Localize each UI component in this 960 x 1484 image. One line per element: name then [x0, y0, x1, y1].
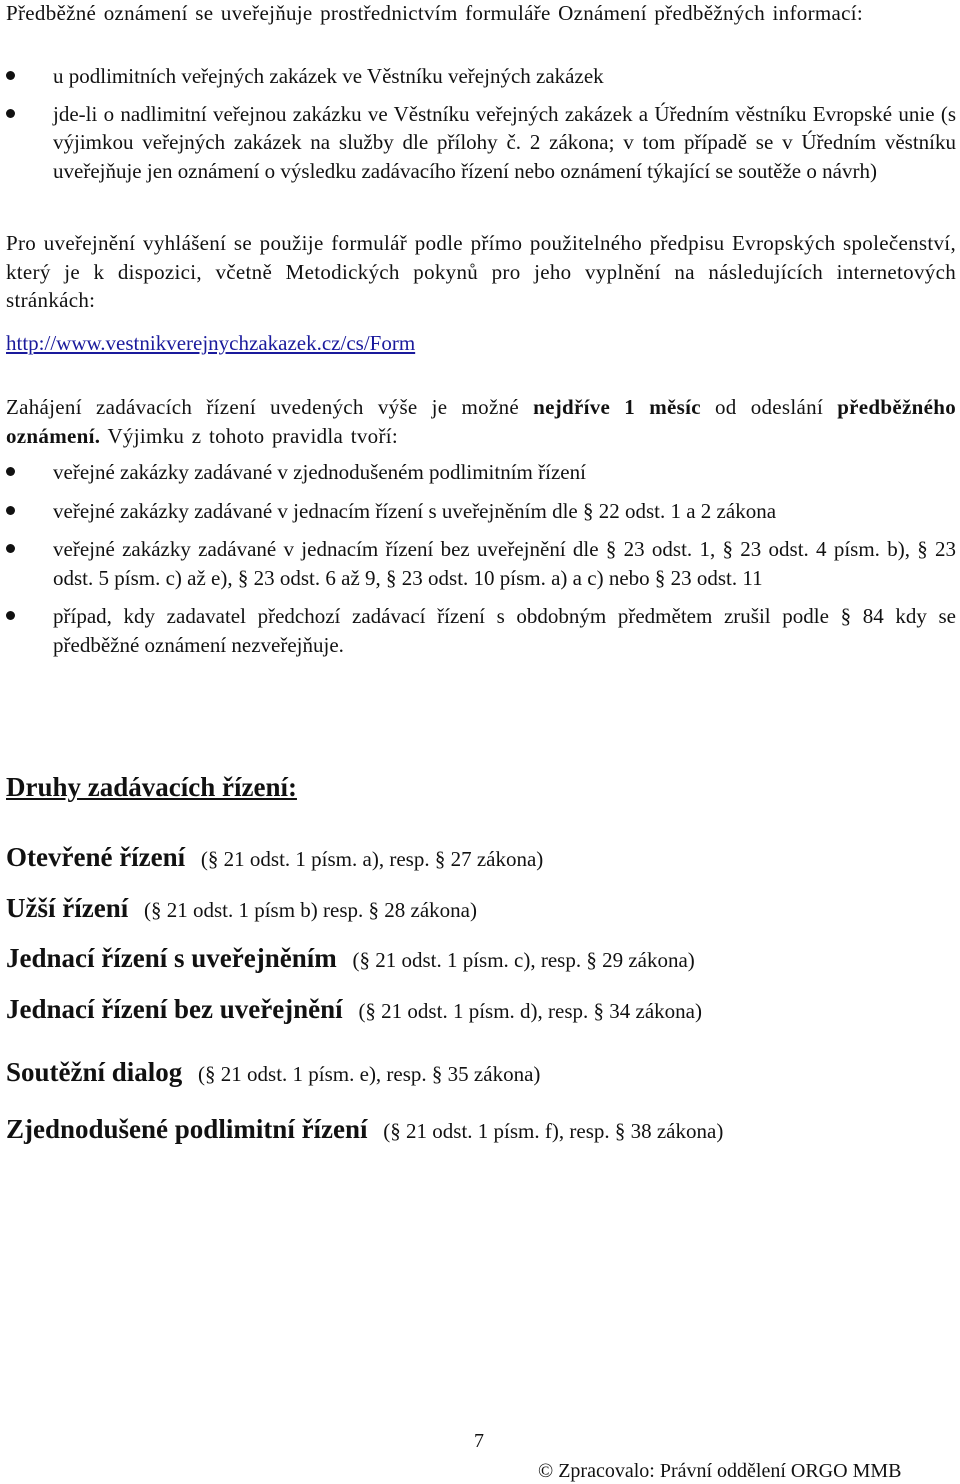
procedure-negotiated-with-publication	[6, 943, 695, 974]
procedure-restricted	[6, 893, 477, 924]
list-item: případ, kdy zadavatel předchozí zadávací řízení s obdobným předmětem zrušil podle § 84 kdy se předběžné oznámení nezveřejňuje.	[6, 602, 956, 659]
list-item: veřejné zakázky zadávané v zjednodušeném podlimitním řízení	[6, 458, 956, 487]
bullet-icon	[6, 506, 15, 515]
list-item: jde-li o nadlimitní veřejnou zakázku ve Věstníku veřejných zakázek a Úředním věstníku Evropské unie (s výjimkou veřejných zakázek na služby dle přílohy č. 2 zákona; v tom případě se v Úředním věstníku uveřejňuje jen oznámení o výsledku zadávacího řízení nebo oznámení týkající se soutěže o návrh)	[6, 100, 956, 186]
footer-credit: © Zpracovalo: Právní oddělení ORGO MMB	[538, 1460, 902, 1482]
list-item: veřejné zakázky zadávané v jednacím řízení bez uveřejnění dle § 23 odst. 1, § 23 odst. 4 písm. b), § 23 odst. 5 písm. c) až e), § 23 odst. 6 až 9, § 23 odst. 10 písm. a) a c) nebo § 23 odst. 11	[6, 535, 956, 592]
procedure-name: Jednací řízení bez uveřejnění	[6, 994, 343, 1024]
procedure-name: Soutěžní dialog	[6, 1057, 183, 1087]
procedure-negotiated-without-publication	[6, 994, 702, 1025]
bullet-icon	[6, 71, 15, 80]
section-heading: Druhy zadávacích řízení:	[6, 772, 297, 802]
procedure-competitive-dialogue	[6, 1057, 540, 1088]
start-paragraph: Zahájení zadávacích řízení uvedených výše je možné nejdříve 1 měsíc od odeslání předběžného oznámení. Výjimku z tohoto pravidla tvoří:	[6, 395, 957, 448]
intro-paragraph: Předběžné oznámení se uveřejňuje prostřednictvím formuláře Oznámení předběžných informací:	[6, 1, 864, 25]
publication-paragraph: Pro uveřejnění vyhlášení se použije formulář podle přímo použitelného předpisu Evropských společenství, který je k dispozici, včetně Metodických pokynů pro jeho vyplnění na následujících internetových stránkách:	[6, 231, 956, 312]
procedure-ref: (§ 21 odst. 1 písm. c), resp. § 29 zákona)	[352, 948, 695, 972]
list-item: veřejné zakázky zadávané v jednacím řízení s uveřejněním dle § 22 odst. 1 a 2 zákona	[6, 497, 956, 526]
intro-bullet-list	[6, 62, 956, 185]
procedure-open	[6, 842, 543, 873]
procedure-ref: (§ 21 odst. 1 písm b) resp. § 28 zákona)	[143, 898, 477, 922]
bullet-icon	[6, 544, 15, 553]
procedure-ref: (§ 21 odst. 1 písm. d), resp. § 34 zákona)	[358, 999, 702, 1023]
procedure-name: Jednací řízení s uveřejněním	[6, 943, 337, 973]
procedure-name: Zjednodušené podlimitní řízení	[6, 1114, 368, 1144]
procedure-ref: (§ 21 odst. 1 písm. a), resp. § 27 zákona)	[200, 847, 544, 871]
list-item: u podlimitních veřejných zakázek ve Věstníku veřejných zakázek	[6, 62, 956, 91]
exceptions-list	[6, 458, 956, 659]
bullet-icon	[6, 467, 15, 476]
page-number: 7	[474, 1430, 484, 1452]
procedure-simplified-below-threshold	[6, 1114, 723, 1145]
procedure-ref: (§ 21 odst. 1 písm. e), resp. § 35 zákona)	[198, 1062, 541, 1086]
procedure-name: Užší řízení	[6, 893, 129, 923]
procedure-name: Otevřené řízení	[6, 842, 186, 872]
vestnik-form-link[interactable]: http://www.vestnikverejnychzakazek.cz/cs/Form	[6, 331, 416, 355]
bullet-icon	[6, 611, 15, 620]
procedure-ref: (§ 21 odst. 1 písm. f), resp. § 38 zákona)	[383, 1119, 724, 1143]
bullet-icon	[6, 109, 15, 118]
